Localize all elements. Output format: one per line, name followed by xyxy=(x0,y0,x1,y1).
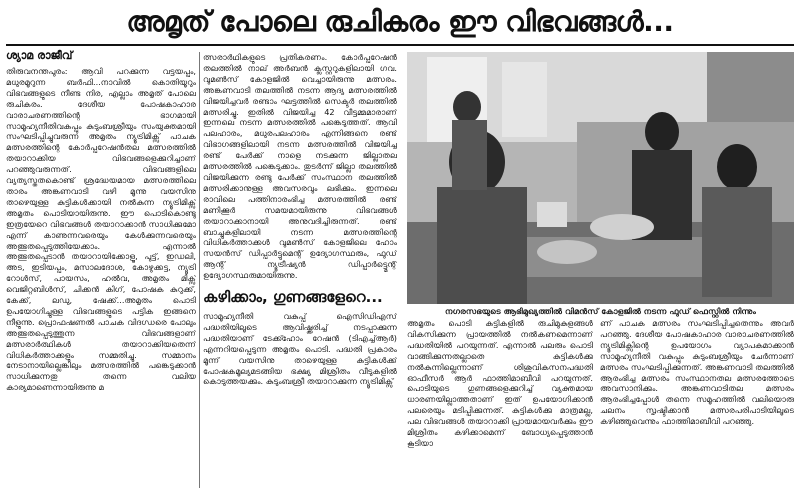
article-column-1 xyxy=(6,66,196,490)
subheading: കഴിക്കാം, ഗുണങ്ങളേറെ... xyxy=(203,288,383,307)
byline: ശ്യാമ രാജീവ് xyxy=(6,49,73,62)
column-divider xyxy=(199,52,200,488)
article-column-4 xyxy=(600,318,794,490)
headline: അമൃത് പോലെ രുചികരം ഈ വിഭവങ്ങൾ... xyxy=(126,5,674,38)
photo-caption: നഗരസഭയുടെ ആഭിമുഖ്യത്തിൽ വിമൻസ് കോളജിൽ നടന്ന ഫുഡ് ഫെസ്റ്റിൽ നിന്നും xyxy=(445,306,756,316)
column-3-text: അമൃതം പൊടി കുട്ടികളിൽ രുചിമുകുളങ്ങൾ വികസിക്കുന്ന പ്രായത്തിൽ നൽകണമെന്നാണ് പദ്ധതിയിൽ പറയുന്നത്. എന്നാൽ പലരും പൊടി വാങ്ങിക്കുന്നതല്ലാതെ കുട്ടികൾക്കു നൽകുന്നില്ലെന്നാണ് ശിശുവികസനപദ്ധതി ഓഫീസർ ആർ ഫാത്തിമാബീവി പറയുന്നത്. പൊടിയുടെ ഗുണങ്ങളെക്കുറിച്ച് വ്യക്തമായ ധാരണയില്ലാത്തതാണ് ഇത് ഉപയോഗിക്കാൻ പലരെയും മടിപ്പിക്കുന്നത്. കുട്ടികൾക്കു മാത്രമല്ല, പല വിഭവങ്ങൾ തയാറാക്കി പ്രായമായവർക്കും ഈ മിശ്രിതം കഴിക്കാമെന്ന് ബോധ്യപ്പെടുത്താൻ കൂടിയാ xyxy=(407,318,593,448)
column-4-text: ണ് പാചക മത്സരം സംഘടിപ്പിച്ചതെന്നും അവർ പറഞ്ഞു. ദേശീയ പോഷകാഹാര വാരാചരണത്തിൽ ന്യൂട്രിമിക്സിന്റെ ഉപയോഗം വ്യാപകമാക്കാൻ സാമൂഹ്യനീതി വകുപ്പും കുടുംബശ്രീയും ചേർന്നാണ് മത്സരം സംഘടിപ്പിക്കുന്നത്. അങ്കണവാടി തലത്തിൽ ആരംഭിച്ച മത്സരം സംസ്ഥാനതല മത്സരത്തോടെ അവസാനിക്കും. അങ്കണവാടിതല മത്സരം ആരംഭിച്ചപ്പോൾ തന്നെ സമൂഹത്തിൽ വലിയൊരു ചലനം സൃഷ്ടിക്കാൻ മത്സരപരിപാടിയിലൂടെ കഴിഞ്ഞുവെന്നും ഫാത്തിമാബീവി പറഞ്ഞു. xyxy=(600,318,794,427)
article-column-3 xyxy=(407,318,593,490)
cooking-competition-photo xyxy=(407,52,794,304)
column-2-text-top: ത്സരാർഥികളുടെ പ്രതികരണം. കോർപ്പറേഷൻ തലത്തിൽ നാല് അർബൻ ക്ലസ്റ്ററുകളിലായി ഗവ. വുമൺസ് കോളജിൽ വെച്ചായിരുന്നു മത്സരം. അങ്കണവാടി തലത്തിൽ നടന്ന ആദ്യ മത്സരത്തിൽ വിജയിച്ചവർ രണ്ടാം ഘട്ടത്തിൽ സെക്ടർ തലത്തിൽ മത്സരിച്ചു. ഇതിൽ വിജയിച്ച 42 വീട്ടമ്മമാരാണ് ഇന്നലെ നടന്ന മത്സരത്തിൽ പങ്കെടുത്തത്. ആവി പലഹാരം, മധുരപലഹാരം എന്നിങ്ങനെ രണ്ട് വിഭാഗങ്ങളിലായി നടന്ന മത്സരത്തിൽ വിജയിച്ച രണ്ട് പേർക്ക് നാളെ നടക്കുന്ന ജില്ലാതല മത്സരത്തിൽ പങ്കെടുക്കാം. തുടർന്ന് ജില്ലാ തലത്തിൽ വിജയിക്കുന്ന രണ്ടു പേർക്ക് സംസ്ഥാന തലത്തിൽ മത്സരിക്കാനുള്ള അവസരവും ലഭിക്കും. ഇന്നലെ രാവിലെ പത്തിനാരംഭിച്ച മത്സരത്തിൽ രണ്ട് മണിക്കൂർ സമയമായിരുന്നു വിഭവങ്ങൾ തയാറാക്കാനായി അനുവദിച്ചിരുന്നത്. രണ്ട് ബാച്ചുകളിലായി നടന്ന മത്സരത്തിന്റെ വിധികർത്താക്കൾ വുമൺസ് കോളജിലെ ഹോം സയൻസ് ഡിപ്പാർട്ടുമെന്റ് ഉദ്യോഗസ്ഥരും, ഫുഡ് ആന്റ് ന്യൂട്രീഷ്യൻ ഡിപ്പാർട്ട്മെന്റ് ഉദ്യോഗസ്ഥരുമായിരുന്നു. xyxy=(203,52,397,281)
column-2-text-bottom: സാമൂഹ്യനീതി വകുപ്പ് ഐസിഡിഎസ് പദ്ധതിയിലൂടെ ആവിഷ്ക്കരിച്ച് നടപ്പാക്കുന്ന പദ്ധതിയാണ് ടേക്ക്ഹോം റേഷൻ (ടിഎച്ച്ആർ) എന്നറിയപ്പെടുന്ന അമൃതം പൊടി. പദ്ധതി പ്രകാരം മൂന്ന് വയസിനു താഴെയുള്ള കുട്ടികൾക്ക് പോഷകമൂല്യമടങ്ങിയ ഭക്ഷ്യ മിശ്രിതം വീടുകളിൽ കൊടുത്തയക്കും. കുടുംബശ്രീ തയാറാക്കുന്ന ന്യൂട്രിമിക്സ് xyxy=(203,311,397,387)
column-1-text: തിരുവനന്തപുരം: ആവി പറക്കുന്ന വട്ടയപ്പം, മധുരമൂറുന്ന ബർഫി...നാവിൽ കൊതിയൂറും വിഭവങ്ങളുടെ നീണ്ട നിര, എല്ലാം അമൃത് പോലെ രുചികരം. ദേശീയ പോഷകാഹാര വാരാചരണത്തിന്റെ ഭാഗമായി സാമൂഹ്യനീതിവകുപ്പും കുടുംബശ്രീയും സംയുക്തമായി സംഘടിപ്പിച്ചുവരുന്ന അമൃതം ന്യൂട്രിമിക്സ് പാചക മത്സരത്തിന്റെ കോർപ്പറേഷൻതല മത്സരത്തിൽ തയാറാക്കിയ വിഭവങ്ങളെക്കുറിച്ചാണ് പറഞ്ഞുവരുന്നത്. വിഭവങ്ങളിലെ വ്യത്യസ്തതകൊണ്ട് ശ്രദ്ധേയമായ മത്സരത്തിലെ താരം അങ്കണവാടി വഴി മൂന്നു വയസിനു താഴെയുള്ള കുട്ടികൾക്കായി നൽകുന്ന ന്യൂട്രിമിക്സ് അമൃതം പൊടിയായിരുന്നു. ഈ പൊടികൊണ്ടു ഇത്രയേറെ വിഭവങ്ങൾ തയാറാക്കാൻ സാധിക്കുമോ എന്ന് കാണുന്നവരെയും കേൾക്കുന്നവരെയും അത്ഭുതപ്പെടുത്തിയേക്കാം. എന്നാൽ അത്ഭുതപ്പെടാൻ തയാറായിക്കോളൂ, പുട്ട്, ഇഡലി, അട, ഇടിയപ്പം, മസാലദോശ, കോഴുക്കട്ട, ന്യൂട്രി റോൾസ്, പായസം, ഹൽവ, അമൃതം മിക്സ് വെജിറ്റബിൾസ്, ചിക്കൻ കിഗ്, പോഷക കുറുക്ക്, കേക്ക്, ലഡു, ഷേക്ക്...അമൃതം പൊടി ഉപയോഗിച്ചുള്ള വിഭവങ്ങളുടെ പട്ടിക ഇങ്ങനെ നീളുന്നു. പ്രൊഫഷണൽ പാചക വിദഗ്ധരെ പോലും അത്ഭുതപ്പെടുത്തുന്ന വിഭവങ്ങളാണ് മത്സരാർത്ഥികൾ തയാറാക്കിയതെന്ന് വിധികർത്താക്കളും സമ്മതിച്ചു. സമ്മാനം നേടാനായില്ലെങ്കിലും മത്സരത്തിൽ പങ്കെടുക്കാൻ സാധിക്കുന്നതു തന്നെ വലിയ കാര്യമാണെന്നായിരുന്നു മ xyxy=(6,66,196,393)
article-column-2 xyxy=(203,52,397,490)
headline-rule xyxy=(6,44,794,46)
